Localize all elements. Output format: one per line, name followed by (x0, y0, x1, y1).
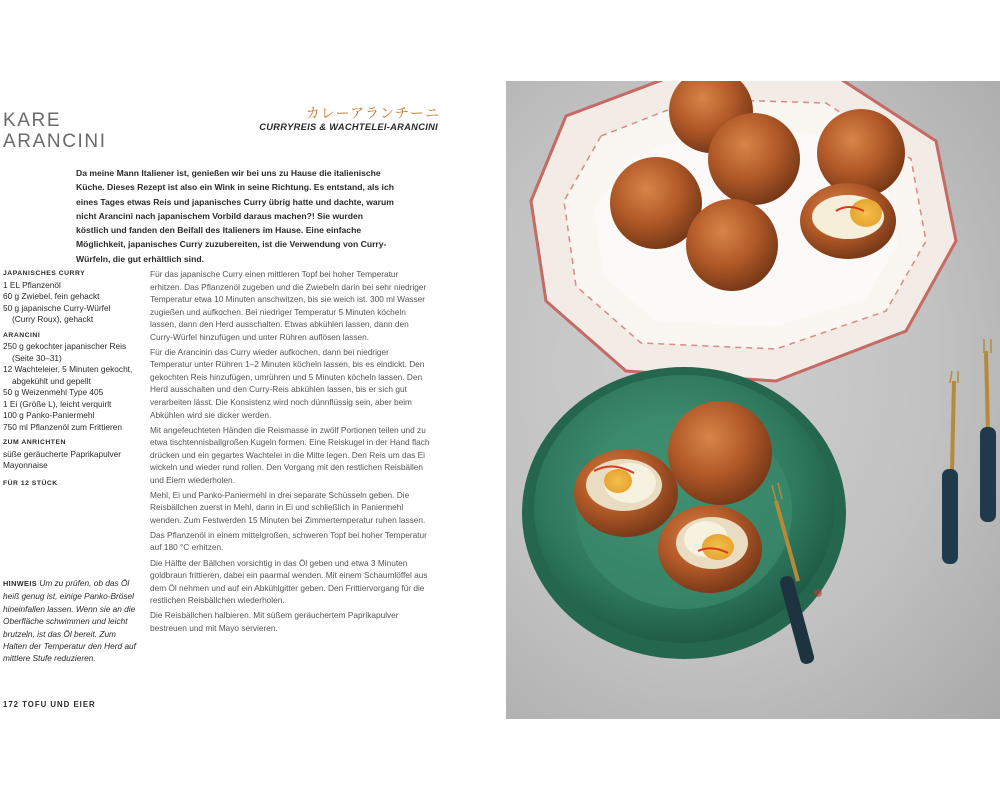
method-paragraph: Die Hälfte der Bällchen vorsichtig in das Öl geben und etwa 3 Minuten goldbraun frittieren, dabei ein paarmal wenden. Mit einem Schaumlöffel aus dem Öl nehmen und auf ein Abkühlgitter geben. Den Frittiervorgang für die restlichen Reisbällchen wiederholen. (150, 557, 428, 606)
ingredient-group-heading: ARANCINI (3, 331, 41, 339)
ingredient-line: 12 Wachteleier, 5 Minuten gekocht, (3, 364, 133, 374)
recipe-subtitle: CURRYREIS & WACHTELEI-ARANCINI (259, 122, 438, 132)
recipe-title (3, 110, 107, 152)
ingredient-line: (Seite 30–31) (12, 352, 62, 363)
ingredient-group-heading: ZUM ANRICHTEN (3, 439, 66, 446)
hint-label: HINWEIS (3, 579, 38, 588)
page-footer: 172 TOFU UND EIER (3, 700, 96, 709)
method-paragraph: Das Pflanzenöl in einem mittelgroßen, schweren Topf bei hoher Temperatur auf 180 °C erhitzen. (150, 529, 427, 553)
food-photo (506, 81, 1000, 719)
ingredient-line: 250 g gekochter japanischer Reis (3, 341, 127, 351)
ingredient-line: süße geräucherte Paprikapulver (3, 448, 122, 459)
ingredient-line: 50 g japanische Curry-Würfel (3, 302, 111, 313)
method-paragraph: Mit angefeuchteten Händen die Reismasse in zwölf Portionen teilen und zu etwa tischtennisballgroßen Kugeln formen. Eine Reiskugel in der Hand flach drücken und ein gegartes Wachtelei in die Mitte legen. Den Reis um das Ei wickeln und wieder rund rollen. Den Vorgang mit den restlichen Reisbällen und Eiern wiederholen. (150, 424, 430, 485)
method-paragraph: Für das japanische Curry einen mittleren Topf bei hoher Temperatur erhitzen. Das Pflanzenöl zugeben und die Zwiebeln darin bei sehr niedriger Temperatur etwa 10 Minuten anschwitzen, bis sie weich ist. 300 ml Wasser zugießen und aufkochen. Bei niedriger Temperatur 5 Minuten köcheln lassen, dann den Herd ausschalten. Etwas abkühlen lassen, dann den Curry-Würfel hinzufügen und unter Rühren auflösen lassen. (150, 269, 427, 342)
ingredients-list (3, 268, 143, 489)
ingredient-line: 1 Ei (Größe L), leicht verquirlt (3, 398, 112, 409)
ingredient-line: abgekühlt und gepellt (12, 375, 91, 386)
method-steps (150, 268, 432, 637)
yield-label: FÜR 12 STÜCK (3, 479, 58, 487)
hint-text: Um zu prüfen, ob das Öl heiß genug ist, einige Panko-Brösel hineinfallen lassen. Wenn sie an die Oberfläche schwimmen und leicht brutzeln, ist das Öl bereit. Zum Halten der Temperatur den Herd auf mittlere Stufe reduzieren. (3, 578, 136, 664)
recipe-title-line2: ARANCINI (3, 131, 107, 152)
method-paragraph: Die Reisbällchen halbieren. Mit süßem geräuchertem Paprikapulver bestreuen und mit Mayo servieren. (150, 610, 399, 633)
ingredient-line: 50 g Weizenmehl Type 405 (3, 387, 104, 397)
hint-box (3, 577, 138, 665)
recipe-title-japanese: カレーアランチーニ (305, 106, 440, 122)
ingredient-line: 750 ml Pflanzenöl zum Frittieren (3, 421, 122, 432)
ingredient-group-heading: JAPANISCHES CURRY (3, 270, 86, 277)
ingredient-line: 60 g Zwiebel, fein gehackt (3, 291, 100, 301)
method-paragraph: Mehl, Ei und Panko-Paniermehl in drei separate Schüsseln geben. Die Reisbällchen zuerst in Mehl, dann in Ei und schließlich in Paniermehl wenden. Zum Festwerden 15 Minuten bei Zimmertemperatur ruhen lassen. (150, 489, 426, 525)
ingredient-line: (Curry Roux), gehackt (12, 314, 94, 324)
forks-right (942, 339, 996, 564)
ingredient-line: Mayonnaise (3, 460, 48, 470)
ingredient-line: 1 EL Pflanzenöl (3, 279, 61, 290)
food-photo-illustration (506, 81, 1000, 719)
recipe-title-line1: KARE (3, 110, 62, 131)
method-paragraph: Für die Arancinin das Curry wieder aufkochen, dann bei niedriger Temperatur unter Rühren 1–2 Minuten köcheln lassen, bis es eindickt. Den gekochten Reis hinzufügen, umrühren und 5 Minuten köcheln lassen. Den Herd ausschalten und den Curry-Reis abkühlen lassen, bis er sich gut verarbeiten lässt. Die Konsistenz wird noch dünnflüssig sein, aber beim Abkühlen wird sie dicker werden. (150, 346, 425, 420)
intro-paragraph: Da meine Mann Italiener ist, genießen wir bei uns zu Hause die italienische Küche. Dieses Rezept ist also ein Wink in seine Richtung. Es entstand, als ich eines Tages etwas Reis und japanisches Curry übrig hatte und dachte, warum nicht Arancini nach japanischem Vorbild daraus machen?! Sie wurden köstlich und fanden den Beifall des Italieners im Hause. Eine einfache Möglichkeit, japanisches Curry zuzubereiten, ist die Verwendung von Curry-Würfeln, die gut erhältlich sind. (76, 168, 394, 264)
ingredient-line: 100 g Panko-Paniermehl (3, 410, 95, 420)
